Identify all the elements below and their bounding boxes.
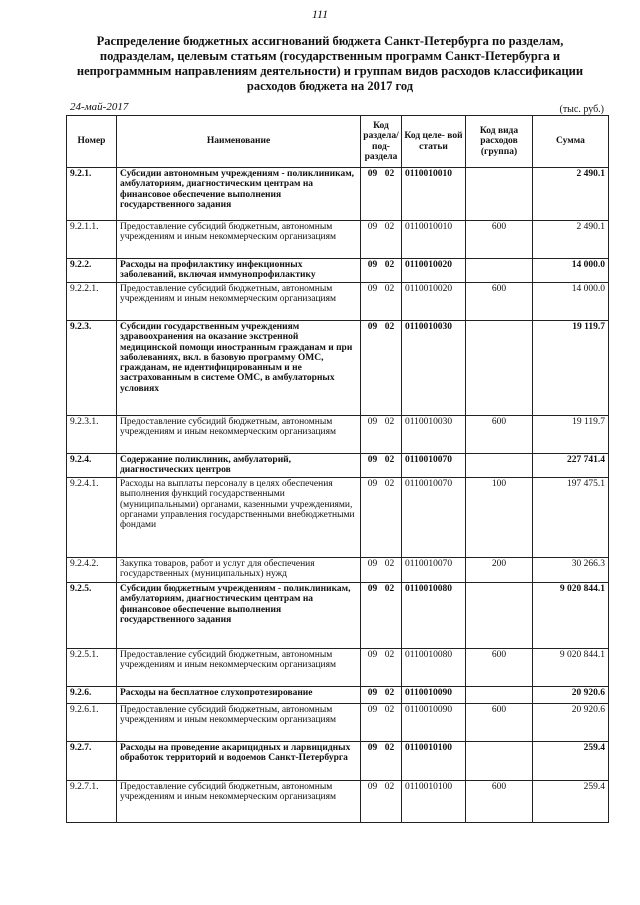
row-number: 9.2.1. (67, 168, 117, 221)
table-body (67, 168, 609, 823)
table-row (67, 742, 609, 781)
row-name: Предоставление субсидий бюджетным, автономным учреждениям и иным некоммерческим организациям (117, 704, 361, 742)
table-row (67, 416, 609, 454)
row-target-code: 0110010070 (402, 558, 466, 583)
row-expense-type (466, 321, 533, 416)
row-sum: 19 119.7 (533, 321, 609, 416)
table-row (67, 283, 609, 321)
row-sum: 2 490.1 (533, 168, 609, 221)
row-sum: 19 119.7 (533, 416, 609, 454)
row-section: 09 (367, 260, 378, 270)
row-section: 09 (367, 455, 378, 465)
row-subsection: 02 (384, 455, 395, 465)
row-name: Предоставление субсидий бюджетным, автономным учреждениям и иным некоммерческим организациям (117, 649, 361, 687)
row-section-code (361, 687, 402, 704)
row-subsection: 02 (384, 417, 395, 427)
row-target-code: 0110010080 (402, 649, 466, 687)
row-target-code: 0110010100 (402, 742, 466, 781)
row-number: 9.2.1.1. (67, 221, 117, 259)
row-sum: 14 000.0 (533, 259, 609, 283)
row-sum: 259.4 (533, 781, 609, 823)
row-sum: 227 741.4 (533, 454, 609, 478)
row-section-code (361, 704, 402, 742)
row-number: 9.2.3. (67, 321, 117, 416)
header-sum: Сумма (533, 116, 609, 168)
row-name: Предоставление субсидий бюджетным, автономным учреждениям и иным некоммерческим организациям (117, 416, 361, 454)
row-sum: 9 020 844.1 (533, 583, 609, 649)
row-sum: 20 920.6 (533, 704, 609, 742)
row-expense-type: 600 (466, 649, 533, 687)
row-target-code: 0110010010 (402, 221, 466, 259)
units-label: (тыс. руб.) (559, 104, 604, 115)
row-name: Расходы на выплаты персоналу в целях обеспечения выполнения функций государственными (муниципальными) органами, казенными учреждениями, органами управления государственными внебюджетными фондами (117, 478, 361, 558)
row-number: 9.2.2.1. (67, 283, 117, 321)
row-section: 09 (367, 322, 378, 332)
table-row (67, 704, 609, 742)
row-section-code (361, 558, 402, 583)
row-target-code: 0110010010 (402, 168, 466, 221)
row-subsection: 02 (384, 559, 395, 569)
row-target-code: 0110010090 (402, 704, 466, 742)
row-number: 9.2.6.1. (67, 704, 117, 742)
row-name: Предоставление субсидий бюджетным, автономным учреждениям и иным некоммерческим организациям (117, 781, 361, 823)
row-name: Расходы на проведение акарицидных и ларвицидных обработок территорий и водоемов Санкт-Петербурга (117, 742, 361, 781)
row-target-code: 0110010070 (402, 478, 466, 558)
row-name: Субсидии государственным учреждениям здравоохранения на оказание экстренной медицинской помощи иностранным гражданам и при заболеваниях, вкл. в базовую программу ОМС, гражданам, не идентифицированным и не застрахованным в системе ОМС, в амбулаторных условиях (117, 321, 361, 416)
row-name: Предоставление субсидий бюджетным, автономным учреждениям и иным некоммерческим организациям (117, 221, 361, 259)
row-sum: 20 920.6 (533, 687, 609, 704)
row-expense-type: 600 (466, 416, 533, 454)
table-header-row (67, 116, 609, 168)
row-section-code (361, 416, 402, 454)
row-target-code: 0110010080 (402, 583, 466, 649)
row-expense-type: 600 (466, 221, 533, 259)
row-section-code (361, 221, 402, 259)
table-row (67, 321, 609, 416)
row-subsection: 02 (384, 584, 395, 594)
row-sum: 259.4 (533, 742, 609, 781)
row-section: 09 (367, 284, 378, 294)
header-expense-type: Код вида расходов (группа) (466, 116, 533, 168)
row-number: 9.2.4.1. (67, 478, 117, 558)
row-section: 09 (367, 417, 378, 427)
table-row (67, 478, 609, 558)
header-target-code: Код целе- вой статьи (402, 116, 466, 168)
row-name: Расходы на бесплатное слухопротезирование (117, 687, 361, 704)
table-row (67, 649, 609, 687)
row-subsection: 02 (384, 688, 395, 698)
row-section-code (361, 259, 402, 283)
row-subsection: 02 (384, 782, 395, 792)
row-subsection: 02 (384, 284, 395, 294)
row-name: Содержание поликлиник, амбулаторий, диагностических центров (117, 454, 361, 478)
row-number: 9.2.6. (67, 687, 117, 704)
row-section-code (361, 283, 402, 321)
row-section-code (361, 454, 402, 478)
row-expense-type (466, 259, 533, 283)
row-expense-type (466, 583, 533, 649)
row-subsection: 02 (384, 322, 395, 332)
row-section: 09 (367, 743, 378, 753)
row-expense-type (466, 742, 533, 781)
row-section: 09 (367, 584, 378, 594)
table-row (67, 168, 609, 221)
row-expense-type (466, 168, 533, 221)
row-subsection: 02 (384, 650, 395, 660)
row-number: 9.2.4. (67, 454, 117, 478)
row-number: 9.2.7.1. (67, 781, 117, 823)
row-subsection: 02 (384, 169, 395, 179)
row-sum: 197 475.1 (533, 478, 609, 558)
table-row (67, 558, 609, 583)
table-row (67, 454, 609, 478)
row-section: 09 (367, 222, 378, 232)
row-number: 9.2.5.1. (67, 649, 117, 687)
row-expense-type: 100 (466, 478, 533, 558)
row-expense-type: 600 (466, 283, 533, 321)
row-sum: 30 266.3 (533, 558, 609, 583)
row-sum: 9 020 844.1 (533, 649, 609, 687)
row-target-code: 0110010090 (402, 687, 466, 704)
table-row (67, 781, 609, 823)
row-name: Субсидии автономным учреждениям - поликлиникам, амбулаториям, диагностическим центрам на финансовое обеспечение выполнения государственного задания (117, 168, 361, 221)
row-target-code: 0110010070 (402, 454, 466, 478)
row-section: 09 (367, 169, 378, 179)
row-name: Расходы на профилактику инфекционных заболеваний, включая иммунопрофилактику (117, 259, 361, 283)
row-section-code (361, 168, 402, 221)
row-section-code (361, 742, 402, 781)
row-section-code (361, 649, 402, 687)
table-row (67, 583, 609, 649)
row-number: 9.2.7. (67, 742, 117, 781)
header-name: Наименование (117, 116, 361, 168)
row-sum: 14 000.0 (533, 283, 609, 321)
row-target-code: 0110010100 (402, 781, 466, 823)
row-section: 09 (367, 705, 378, 715)
row-target-code: 0110010020 (402, 259, 466, 283)
row-number: 9.2.4.2. (67, 558, 117, 583)
row-sum: 2 490.1 (533, 221, 609, 259)
row-name: Предоставление субсидий бюджетным, автономным учреждениям и иным некоммерческим организациям (117, 283, 361, 321)
row-section: 09 (367, 479, 378, 489)
row-expense-type: 600 (466, 781, 533, 823)
row-section: 09 (367, 650, 378, 660)
row-section: 09 (367, 559, 378, 569)
row-target-code: 0110010020 (402, 283, 466, 321)
row-expense-type (466, 454, 533, 478)
row-number: 9.2.2. (67, 259, 117, 283)
header-section-code: Код раздела/ под- раздела (361, 116, 402, 168)
row-name: Закупка товаров, работ и услуг для обеспечения государственных (муниципальных) нужд (117, 558, 361, 583)
budget-table (66, 115, 609, 823)
row-subsection: 02 (384, 743, 395, 753)
document-date: 24-май-2017 (70, 101, 129, 113)
row-subsection: 02 (384, 479, 395, 489)
row-target-code: 0110010030 (402, 321, 466, 416)
table-row (67, 221, 609, 259)
row-subsection: 02 (384, 705, 395, 715)
row-section-code (361, 478, 402, 558)
row-expense-type (466, 687, 533, 704)
row-section-code (361, 321, 402, 416)
page-number: 111 (311, 7, 329, 21)
row-section: 09 (367, 688, 378, 698)
row-section: 09 (367, 782, 378, 792)
row-subsection: 02 (384, 222, 395, 232)
row-section-code (361, 583, 402, 649)
row-expense-type: 200 (466, 558, 533, 583)
row-number: 9.2.3.1. (67, 416, 117, 454)
row-subsection: 02 (384, 260, 395, 270)
table-row (67, 687, 609, 704)
document-title: Распределение бюджетных ассигнований бюджета Санкт-Петербурга по разделам, подразделам, целевым статьям (государственным программ Санкт-Петербурга и непрограммным направлениям деятельности) и группам видов расходов классификации расходов бюджета на 2017 год (76, 34, 584, 93)
row-target-code: 0110010030 (402, 416, 466, 454)
row-expense-type: 600 (466, 704, 533, 742)
row-number: 9.2.5. (67, 583, 117, 649)
header-number: Номер (67, 116, 117, 168)
row-section-code (361, 781, 402, 823)
table-row (67, 259, 609, 283)
row-name: Субсидии бюджетным учреждениям - поликлиникам, амбулаториям, диагностическим центрам на финансовое обеспечение выполнения государственного задания (117, 583, 361, 649)
